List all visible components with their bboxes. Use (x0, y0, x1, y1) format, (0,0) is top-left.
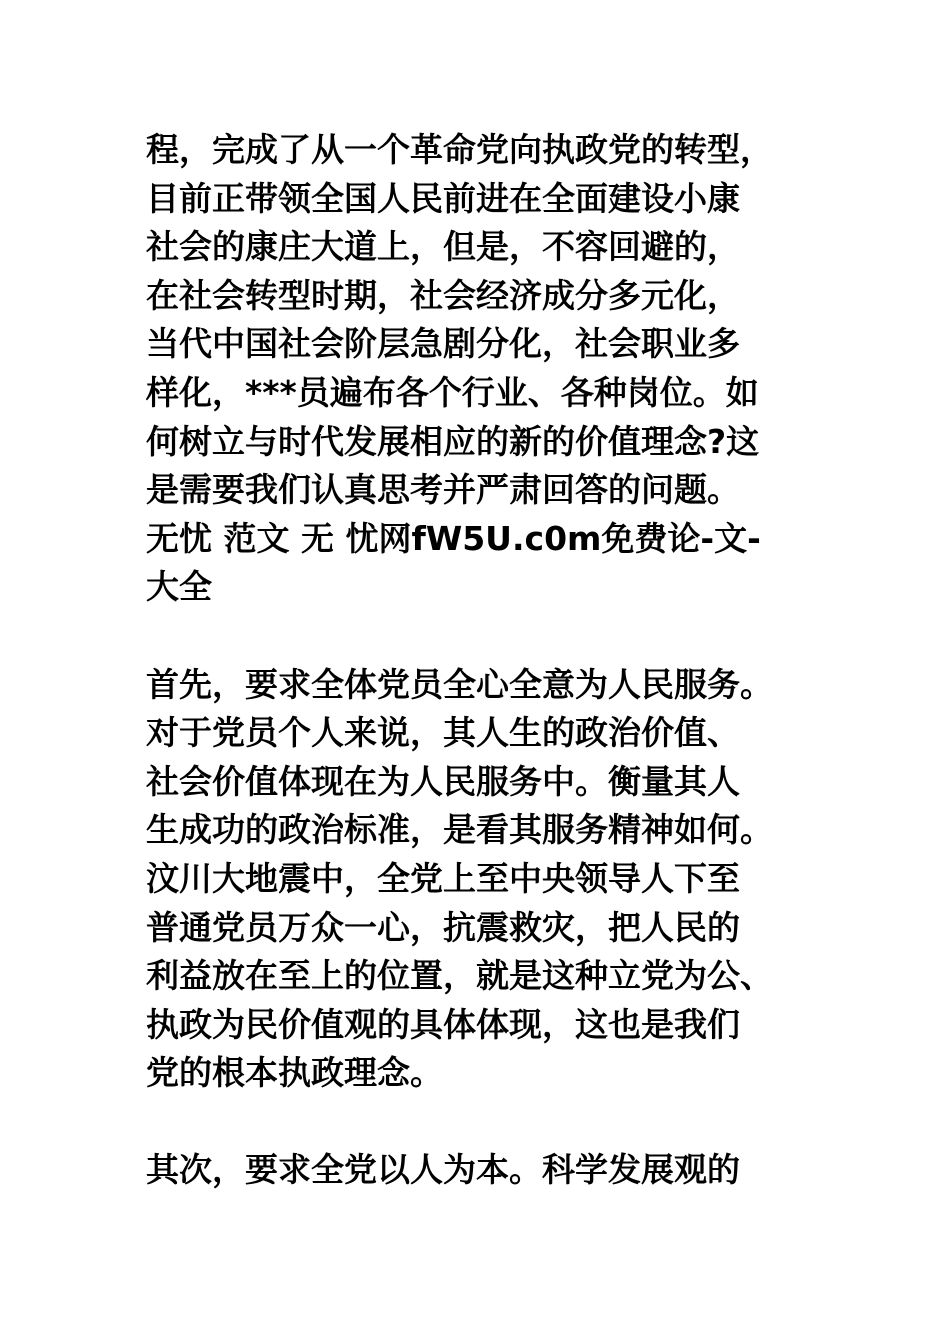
text-line: 何树立与时代发展相应的新的价值理念?这 (146, 421, 760, 461)
text-line: 利益放在至上的位置，就是这种立党为公、 (146, 956, 773, 996)
text-line: 是需要我们认真思考并严肃回答的问题。 (146, 470, 740, 510)
text-line: 对于党员个人来说，其人生的政治价值、 (146, 713, 740, 753)
text-line: 汶川大地震中，全党上至中央领导人下至 (146, 858, 740, 898)
paragraph-2 (146, 661, 826, 1098)
text-line: 无忧 范文 无 忧网fW5U.c0m免费论-文- (146, 518, 761, 558)
text-line: 党的根本执政理念。 (146, 1053, 443, 1093)
text-line: 其次，要求全党以人为本。科学发展观的 (146, 1150, 740, 1190)
paragraph-1 (146, 126, 826, 612)
text-line: 在社会转型时期，社会经济成分多元化， (146, 275, 740, 315)
text-line: 程，完成了从一个革命党向执政党的转型， (146, 130, 773, 169)
paragraph-3 (146, 1146, 826, 1195)
text-line: 普通党员万众一心，抗震救灾，把人民的 (146, 907, 740, 947)
text-line: 样化，***员遍布各个行业、各种岗位。如 (146, 372, 759, 412)
text-line: 首先，要求全体党员全心全意为人民服务。 (146, 664, 773, 704)
text-line: 当代中国社会阶层急剧分化，社会职业多 (146, 324, 740, 364)
paragraph-gap (146, 612, 826, 661)
paragraph-gap (146, 1098, 826, 1147)
text-line: 执政为民价值观的具体体现，这也是我们 (146, 1004, 740, 1044)
text-line: 大全 (146, 567, 212, 607)
text-line: 生成功的政治标准，是看其服务精神如何。 (146, 810, 773, 850)
text-line: 目前正带领全国人民前进在全面建设小康 (146, 178, 740, 218)
text-line: 社会的康庄大道上，但是，不容回避的， (146, 227, 740, 267)
document-body (146, 126, 826, 1195)
text-line: 社会价值体现在为人民服务中。衡量其人 (146, 761, 740, 801)
